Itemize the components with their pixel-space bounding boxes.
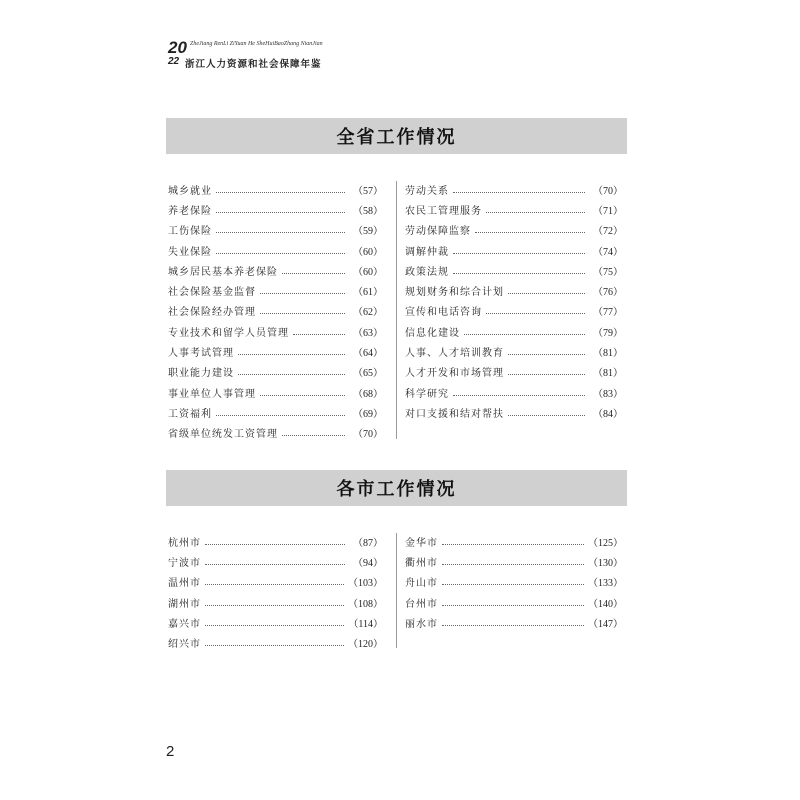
toc-entry-page: （64） (353, 348, 383, 360)
toc-entry[interactable] (168, 531, 383, 551)
dot-leader (453, 273, 585, 274)
toc-entry-page: （83） (593, 388, 623, 400)
toc-entry-label: 衢州市 (405, 557, 438, 569)
page-number: 2 (166, 743, 175, 760)
toc-entry-label: 台州市 (405, 598, 438, 610)
toc-entry-page: （57） (353, 185, 383, 197)
dot-leader (282, 435, 345, 436)
toc-entry-page: （60） (353, 246, 383, 258)
toc-entry-label: 调解仲裁 (405, 246, 449, 258)
toc-entry[interactable] (168, 612, 383, 632)
toc-entry[interactable] (405, 531, 623, 551)
dot-leader (238, 374, 345, 375)
dot-leader (205, 645, 344, 646)
toc-entry[interactable] (168, 632, 383, 652)
dot-leader (508, 374, 585, 375)
toc-entry-label: 宁波市 (168, 557, 201, 569)
toc-entry-label: 失业保险 (168, 246, 212, 258)
toc-entry[interactable] (168, 572, 383, 592)
toc-entry-label: 丽水市 (405, 618, 438, 630)
toc-entry[interactable] (405, 240, 623, 260)
toc-entry-page: （147） (588, 618, 623, 630)
toc-entry-page: （62） (353, 307, 383, 319)
toc-entry-page: （74） (593, 246, 623, 258)
dot-leader (486, 313, 585, 314)
toc-column-cities-left (168, 531, 383, 653)
toc-entry[interactable] (405, 179, 623, 199)
toc-entry-page: （61） (353, 287, 383, 299)
toc-entry-page: （84） (593, 408, 623, 420)
header-year-top: 20 (168, 38, 187, 57)
toc-entry-label: 杭州市 (168, 537, 201, 549)
toc-entry-page: （133） (588, 578, 623, 590)
dot-leader (216, 192, 345, 193)
toc-entry[interactable] (405, 280, 623, 300)
toc-entry-page: （87） (353, 537, 383, 549)
dot-leader (453, 395, 585, 396)
toc-entry-page: （69） (353, 408, 383, 420)
dot-leader (442, 584, 584, 585)
dot-leader (282, 273, 345, 274)
header-book-title: 浙江人力资源和社会保障年鉴 (185, 59, 322, 70)
toc-entry-page: （120） (348, 639, 383, 651)
toc-entry-page: （125） (588, 537, 623, 549)
dot-leader (453, 192, 585, 193)
toc-entry-label: 信息化建设 (405, 327, 460, 339)
dot-leader (238, 354, 345, 355)
toc-entry-label: 湖州市 (168, 598, 201, 610)
toc-entry[interactable] (168, 321, 383, 341)
toc-entry[interactable] (168, 341, 383, 361)
dot-leader (453, 253, 585, 254)
toc-entry[interactable] (168, 199, 383, 219)
toc-entry-page: （79） (593, 327, 623, 339)
toc-entry-page: （77） (593, 307, 623, 319)
dot-leader (205, 544, 345, 545)
toc-column-province-left (168, 179, 383, 443)
toc-entry-page: （72） (593, 226, 623, 238)
toc-entry-label: 养老保险 (168, 205, 212, 217)
dot-leader (442, 625, 584, 626)
dot-leader (260, 395, 345, 396)
toc-entry-page: （59） (353, 226, 383, 238)
toc-entry-label: 劳动保障监察 (405, 226, 471, 238)
toc-entry-page: （71） (593, 205, 623, 217)
toc-entry-page: （108） (348, 598, 383, 610)
toc-entry[interactable] (405, 572, 623, 592)
dot-leader (464, 334, 585, 335)
dot-leader (442, 564, 584, 565)
dot-leader (442, 544, 584, 545)
toc-entry-label: 规划财务和综合计划 (405, 287, 504, 299)
toc-entry-page: （65） (353, 368, 383, 380)
dot-leader (205, 584, 344, 585)
toc-entry-page: （63） (353, 327, 383, 339)
toc-entry[interactable] (405, 402, 623, 422)
toc-entry[interactable] (168, 423, 383, 443)
dot-leader (293, 334, 345, 335)
toc-entry-label: 工资福利 (168, 408, 212, 420)
toc-entry-label: 舟山市 (405, 578, 438, 590)
header-year-bottom: 22 (168, 56, 180, 67)
toc-entry[interactable] (168, 220, 383, 240)
dot-leader (260, 293, 345, 294)
toc-entry-page: （81） (593, 348, 623, 360)
toc-entry[interactable] (405, 551, 623, 571)
toc-entry-label: 嘉兴市 (168, 618, 201, 630)
column-divider (396, 181, 397, 439)
toc-entry-label: 金华市 (405, 537, 438, 549)
section-banner-province: 全省工作情况 (166, 118, 627, 154)
toc-entry-page: （81） (593, 368, 623, 380)
dot-leader (260, 313, 345, 314)
toc-entry-label: 省级单位统发工资管理 (168, 429, 278, 441)
dot-leader (216, 415, 345, 416)
dot-leader (216, 253, 345, 254)
toc-entry[interactable] (405, 612, 623, 632)
toc-entry[interactable] (168, 402, 383, 422)
toc-entry[interactable] (168, 260, 383, 280)
toc-entry-label: 劳动关系 (405, 185, 449, 197)
toc-entry-page: （70） (353, 429, 383, 441)
toc-entry-label: 城乡就业 (168, 185, 212, 197)
toc-entry-page: （114） (348, 618, 383, 630)
toc-entry[interactable] (168, 362, 383, 382)
toc-column-province-right (405, 179, 623, 423)
section-banner-cities: 各市工作情况 (166, 470, 627, 506)
toc-entry-label: 社会保险经办管理 (168, 307, 256, 319)
toc-entry[interactable] (405, 260, 623, 280)
dot-leader (205, 605, 344, 606)
toc-entry[interactable] (168, 592, 383, 612)
dot-leader (486, 212, 585, 213)
toc-entry[interactable] (405, 341, 623, 361)
toc-entry[interactable] (168, 382, 383, 402)
toc-entry[interactable] (405, 321, 623, 341)
toc-entry-page: （76） (593, 287, 623, 299)
toc-entry[interactable] (405, 301, 623, 321)
toc-entry-page: （70） (593, 185, 623, 197)
header-pinyin-title: ZheJiang RenLi ZiYuan He SheHuiBaoZhang NianJian (190, 41, 323, 47)
toc-entry[interactable] (168, 551, 383, 571)
toc-entry-label: 人才开发和市场管理 (405, 368, 504, 380)
toc-entry[interactable] (405, 592, 623, 612)
dot-leader (216, 212, 345, 213)
toc-entry-label: 职业能力建设 (168, 368, 234, 380)
toc-entry-page: （140） (588, 598, 623, 610)
toc-entry[interactable] (168, 240, 383, 260)
toc-entry-label: 宣传和电话咨询 (405, 307, 482, 319)
toc-entry[interactable] (168, 179, 383, 199)
toc-entry-label: 专业技术和留学人员管理 (168, 327, 289, 339)
toc-entry-page: （68） (353, 388, 383, 400)
toc-entry[interactable] (168, 301, 383, 321)
toc-entry-page: （58） (353, 205, 383, 217)
dot-leader (475, 232, 585, 233)
toc-entry[interactable] (405, 362, 623, 382)
column-divider (396, 533, 397, 648)
toc-entry-page: （94） (353, 557, 383, 569)
toc-entry-label: 人事考试管理 (168, 348, 234, 360)
dot-leader (442, 605, 584, 606)
dot-leader (508, 354, 585, 355)
toc-entry-label: 社会保险基金监督 (168, 287, 256, 299)
toc-entry-label: 对口支援和结对帮扶 (405, 408, 504, 420)
toc-entry-label: 工伤保险 (168, 226, 212, 238)
toc-entry-label: 绍兴市 (168, 639, 201, 651)
toc-entry-label: 事业单位人事管理 (168, 388, 256, 400)
toc-entry-label: 人事、人才培训教育 (405, 348, 504, 360)
dot-leader (508, 415, 585, 416)
toc-entry-label: 城乡居民基本养老保险 (168, 266, 278, 278)
toc-entry-label: 科学研究 (405, 388, 449, 400)
dot-leader (508, 293, 585, 294)
toc-entry-page: （75） (593, 266, 623, 278)
toc-entry-label: 农民工管理服务 (405, 205, 482, 217)
toc-entry[interactable] (405, 199, 623, 219)
toc-entry[interactable] (168, 280, 383, 300)
toc-entry[interactable] (405, 382, 623, 402)
toc-entry-label: 温州市 (168, 578, 201, 590)
toc-entry[interactable] (405, 220, 623, 240)
dot-leader (216, 232, 345, 233)
toc-entry-label: 政策法规 (405, 266, 449, 278)
dot-leader (205, 564, 345, 565)
toc-entry-page: （60） (353, 266, 383, 278)
toc-entry-page: （130） (588, 557, 623, 569)
dot-leader (205, 625, 344, 626)
toc-entry-page: （103） (348, 578, 383, 590)
toc-column-cities-right (405, 531, 623, 632)
